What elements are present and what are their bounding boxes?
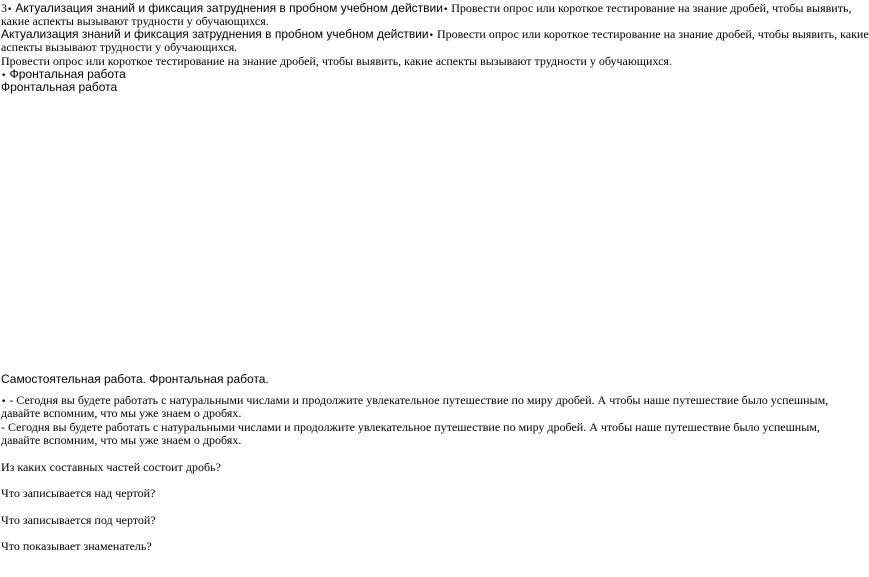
bullet-icon: • xyxy=(428,31,434,41)
stage-title: Актуализация знаний и фиксация затруднения в пробном учебном действии xyxy=(1,27,429,41)
question-text: Что записывается над чертой? xyxy=(1,486,156,500)
question-item xyxy=(1,487,155,500)
teacher-speech-cont: давайте вспомним, что мы уже знаем о дробях. xyxy=(1,433,242,447)
teacher-speech-cont: давайте вспомним, что мы уже знаем о дробях. xyxy=(1,406,242,420)
work-form: Фронтальная работа xyxy=(9,67,126,81)
bullet-icon: • xyxy=(1,397,7,407)
work-forms-combined: Самостоятельная работа. Фронтальная работа. xyxy=(1,372,269,386)
row-task-cont-2 xyxy=(1,41,237,54)
question-text: Что показывает знаменатель? xyxy=(1,539,152,553)
row-work-form xyxy=(1,81,117,94)
task-text-full: Провести опрос или короткое тестирование на знание дробей, чтобы выявить, какие аспекты вызывают трудности у обучающихся. xyxy=(1,54,672,68)
question-text: Что записывается под чертой? xyxy=(1,513,156,527)
task-text-cont: какие аспекты вызывают трудности у обучающихся. xyxy=(1,14,269,28)
row-work-forms-combined xyxy=(1,373,269,386)
teacher-speech: - Сегодня вы будете работать с натуральными числами и продолжите увлекательное путешествие по миру дробей. А чтобы наше путешествие было успешным, xyxy=(9,393,829,407)
bullet-icon: • xyxy=(7,5,13,15)
question-text: Из каких составных частей состоит дробь? xyxy=(1,460,221,474)
stage-title: Актуализация знаний и фиксация затруднения в пробном учебном действии xyxy=(15,1,443,15)
question-item xyxy=(1,514,156,527)
work-form: Фронтальная работа xyxy=(1,80,118,94)
task-text: Провести опрос или короткое тестирование на знание дробей, чтобы выявить, xyxy=(451,1,852,15)
task-text: Провести опрос или короткое тестирование на знание дробей, чтобы выявить, какие xyxy=(436,27,869,41)
task-text-cont: аспекты вызывают трудности у обучающихся. xyxy=(1,40,238,54)
bullet-icon: • xyxy=(442,5,449,15)
bullet-icon: • xyxy=(1,71,7,81)
teacher-speech: - Сегодня вы будете работать с натуральными числами и продолжите увлекательное путешествие по миру дробей. А чтобы наше путешествие было успешным, xyxy=(1,420,820,434)
question-item xyxy=(1,540,152,553)
row-teacher-speech-cont xyxy=(1,407,241,420)
section-number: 3 xyxy=(1,1,7,15)
row-teacher-speech-repeat-cont xyxy=(1,434,241,447)
question-item xyxy=(1,461,221,474)
